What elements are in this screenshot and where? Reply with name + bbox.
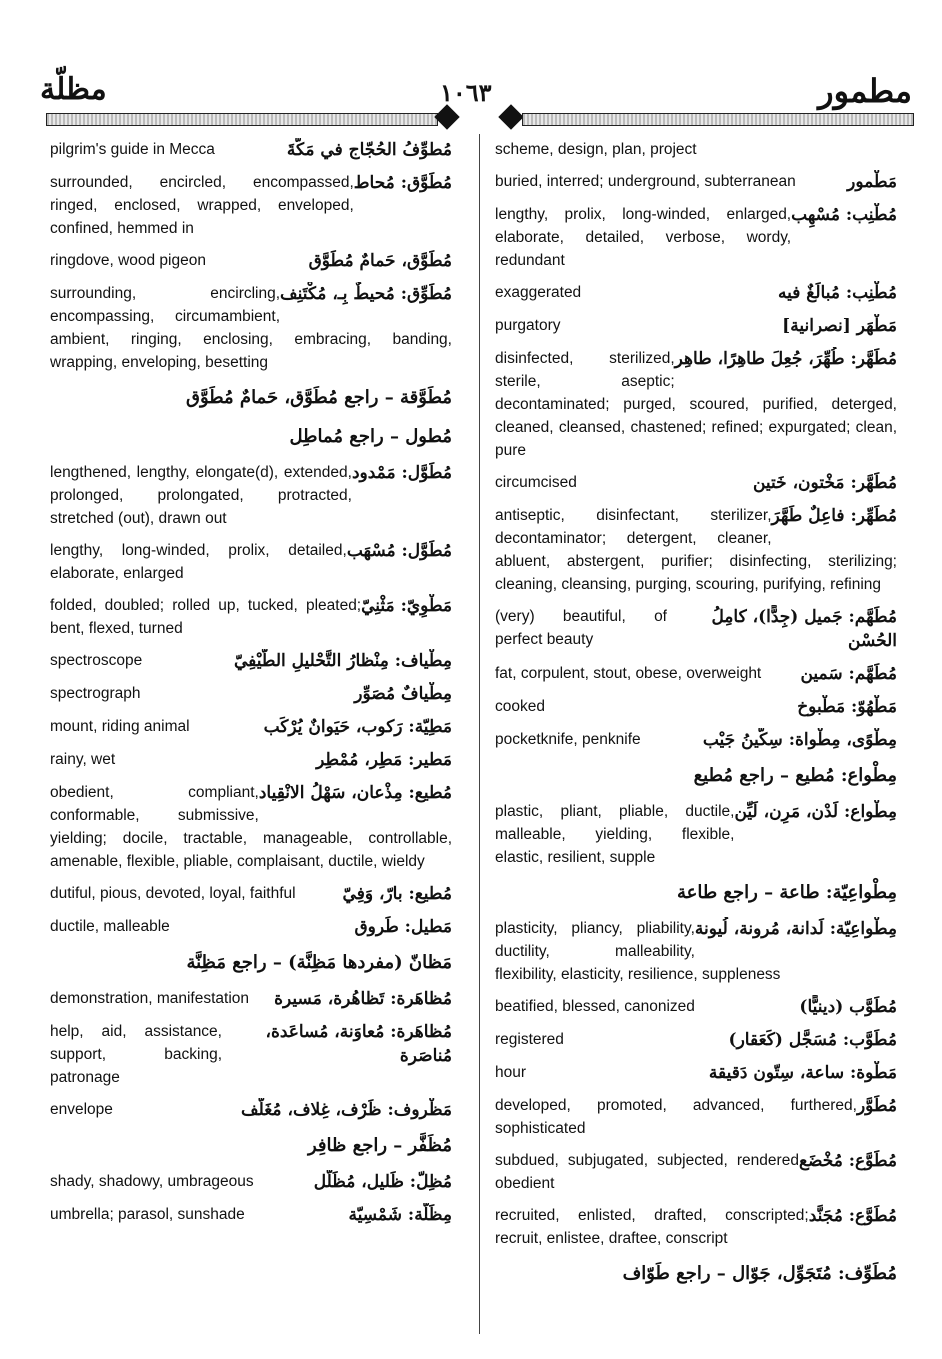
dictionary-entry — [495, 800, 897, 869]
entry-english-definition: plastic, pliant, pliable, ductile, malleable, yielding, flexible, elastic, resilient, supple — [495, 803, 735, 866]
page-number: ١٠٦٣ — [440, 78, 492, 107]
dictionary-entry — [50, 682, 452, 706]
column-divider — [479, 134, 480, 1334]
entry-arabic-term: مَظْروف: ظَرْف، غِلاف، مُغَلَّف — [241, 1100, 452, 1120]
entry-english-definition: demonstration, manifestation — [50, 990, 250, 1007]
entry-english-definition: purgatory — [495, 317, 561, 334]
entry-english-definition: recruited, enlisted, drafted, conscripted; recruit, enlistee, draftee, conscript — [495, 1207, 809, 1247]
entry-arabic-term: مُظاهَرة: مُعاوَنة، مُساعَدة، مُناصَرة — [265, 1022, 452, 1066]
entry-english-definition: exaggerated — [495, 284, 582, 301]
entry-arabic-term: مُطَوِّف: مُتَجَوِّل، جَوّال – راجع طَوّاف — [622, 1263, 897, 1284]
entry-arabic-term: مُطَهِّر: فاعِلٌ طَهَّرَ — [771, 506, 897, 526]
entry-english-definition: antiseptic, disinfectant, sterilizer, decontaminator; detergent, cleaner, abluent, abstergent, purifier; disinfecting, sterilizing; cleaning, cleansing, purging, scouring, purifying, refining — [495, 507, 897, 593]
header-rule-right — [522, 113, 914, 126]
entry-arabic-term: مُظاهَرة: تَظاهُرة، مَسيرة — [274, 989, 452, 1009]
dictionary-entry — [495, 314, 897, 338]
dictionary-entry — [495, 203, 897, 272]
entry-arabic-term: مُطَوَّب: مُسَجَّل (كَعَقار) — [728, 1030, 897, 1050]
entry-arabic-term: مُطوِّفُ الحُجّاج في مَكَّةَ — [286, 140, 452, 160]
entry-arabic-term: مُطْنِب: مُبالَغٌ فيه — [778, 283, 897, 303]
entry-arabic-term: مُطَوَّق: مُحاط — [353, 173, 452, 193]
entry-arabic-term: مُطَهَّر: طُهِّرَ، جُعِلَ طاهِرًا، طاهِر — [674, 349, 897, 369]
entry-arabic-term: مَطْمور — [847, 172, 897, 192]
dictionary-entry — [495, 1061, 897, 1085]
entry-arabic-term: مِطْيافٌ مُصَوِّر — [354, 684, 452, 704]
entry-english-definition: (very) beautiful, of perfect beauty — [495, 608, 667, 648]
entry-arabic-term: مُطَوَّقة – راجع مُطَوَّق، حَمامٌ مُطَوَّق — [185, 387, 452, 408]
dictionary-entry — [50, 249, 452, 273]
entry-english-definition: plasticity, pliancy, pliability, ductility, malleability, flexibility, elasticity, resilience, suppleness — [495, 920, 781, 983]
dictionary-entry — [50, 171, 452, 240]
dictionary-entry — [495, 1259, 897, 1289]
entry-english-definition: envelope — [50, 1101, 113, 1118]
entry-english-definition: folded, doubled; rolled up, tucked, pleated; bent, flexed, turned — [50, 597, 362, 637]
right-column — [495, 138, 897, 1298]
entry-english-definition: umbrella; parasol, sunshade — [50, 1206, 245, 1223]
entry-english-definition: fat, corpulent, stout, obese, overweight — [495, 665, 762, 682]
entry-english-definition: shady, shadowy, umbrageous — [50, 1173, 254, 1190]
entry-arabic-term: مَطْوة: ساعة، سِتّون دَقيقة — [708, 1063, 897, 1083]
entry-english-definition: rainy, wet — [50, 751, 116, 768]
entry-english-definition: ringdove, wood pigeon — [50, 252, 206, 269]
dictionary-entry — [50, 1098, 452, 1122]
entry-arabic-term: مَطْهُوّ: مَطْبوخ — [797, 697, 897, 717]
entry-arabic-term: مُطَوَّل: مُسْهَب — [346, 541, 452, 561]
entry-english-definition: scheme, design, plan, project — [495, 141, 697, 158]
entry-english-definition: pocketknife, penknife — [495, 731, 641, 748]
entry-arabic-term: مِطْياف: مِنْظارُ التَّحْليلِ الطَّيْفِيّ — [234, 651, 452, 671]
entry-english-definition: circumcised — [495, 474, 577, 491]
dictionary-entry — [495, 170, 897, 194]
entry-arabic-term: مِطْوًى، مِطْواة: سِكّينُ جَيْب — [702, 730, 897, 750]
entry-arabic-term: مِظَلّة: شَمْسِيّة — [348, 1205, 452, 1225]
entry-arabic-term: مُطَوَّع: مُخْضَع — [798, 1151, 897, 1171]
dictionary-entry — [50, 138, 452, 162]
entry-arabic-term: مُطَوَّع: مُجَنَّد — [808, 1206, 897, 1226]
entry-arabic-term: مُطَوِّق: مُحيطٌ بِـ، مُكْتَنِف — [280, 284, 452, 304]
dictionary-entry — [50, 1020, 452, 1089]
entry-english-definition: subdued, subjugated, subjected, rendered obedient — [495, 1152, 799, 1192]
dictionary-entry — [50, 987, 452, 1011]
dictionary-entry — [495, 138, 897, 161]
diamond-ornament-left-icon — [434, 104, 459, 129]
entry-english-definition: help, aid, assistance, support, backing, patronage — [50, 1023, 222, 1086]
entry-arabic-term: مَظانّ (مفردها مَظِنَّة) – راجع مَظِنَّة — [186, 952, 452, 973]
entry-english-definition: disinfected, sterilized, sterile, aseptic; decontaminated; purged, scoured, purified, deterged, cleaned, cleansed, chastened; refined; expurgated; clean, pure — [495, 350, 897, 459]
guide-word-left: مظلّة — [40, 72, 107, 107]
entry-english-definition: hour — [495, 1064, 527, 1081]
dictionary-entry — [495, 347, 897, 462]
entry-english-definition: cooked — [495, 698, 545, 715]
dictionary-entry — [495, 662, 897, 686]
dictionary-entry — [50, 422, 452, 452]
dictionary-entry — [50, 882, 452, 906]
entry-english-definition: lengthy, long-winded, prolix, detailed, elaborate, enlarged — [50, 542, 347, 582]
dictionary-entry — [495, 761, 897, 791]
entry-arabic-term: مُطَهَّم: جَميل (جِدًّا)، كامِلُ الحُسْن — [711, 607, 897, 651]
dictionary-entry — [495, 728, 897, 752]
entry-arabic-term: مُطَوَّق، حَمامٌ مُطَوَّق — [308, 251, 452, 271]
entry-arabic-term: مُطيع: بارّ، وَفِيّ — [342, 884, 452, 904]
entry-english-definition: mount, riding animal — [50, 718, 190, 735]
entry-english-definition: spectrograph — [50, 685, 141, 702]
entry-arabic-term: مِطْواع: مُطيع – راجع مُطيع — [693, 765, 897, 786]
dictionary-entry — [495, 471, 897, 495]
entry-english-definition: obedient, compliant, conformable, submissive, yielding; docile, tractable, manageable, controllable, amenable, flexible, pliable, complaisant, ductile, wieldy — [50, 784, 452, 870]
diamond-ornament-right-icon — [498, 104, 523, 129]
entry-arabic-term: مُطَوَّر — [856, 1096, 897, 1116]
page-header — [0, 0, 942, 140]
entry-english-definition: beatified, blessed, canonized — [495, 998, 695, 1015]
dictionary-entry — [50, 748, 452, 772]
guide-word-right: مطمور — [818, 72, 912, 110]
entry-english-definition: spectroscope — [50, 652, 143, 669]
dictionary-entry — [50, 282, 452, 374]
left-column — [50, 138, 452, 1236]
entry-english-definition: lengthened, lengthy, elongate(d), extended, prolonged, prolongated, protracted, stretched (out), drawn out — [50, 464, 352, 527]
dictionary-entry — [495, 1149, 897, 1195]
entry-arabic-term: مَطيل: طَروق — [354, 917, 452, 937]
entry-english-definition: surrounded, encircled, encompassed, ringed, enclosed, wrapped, enveloped, confined, hemmed in — [50, 174, 354, 237]
entry-english-definition: buried, interred; underground, subterranean — [495, 173, 796, 190]
dictionary-entry — [50, 781, 452, 873]
entry-arabic-term: مُطْنِب: مُسْهِب — [791, 205, 897, 225]
entry-english-definition: dutiful, pious, devoted, loyal, faithful — [50, 885, 296, 902]
dictionary-entry — [50, 715, 452, 739]
entry-arabic-term: مَطير: مَطِر، مُمْطِر — [316, 750, 452, 770]
dictionary-entry — [50, 649, 452, 673]
entry-english-definition: surrounding, encircling, encompassing, circumambient, ambient, ringing, enclosing, embracing, banding, wrapping, enveloping, besetting — [50, 285, 452, 371]
entry-english-definition: ductile, malleable — [50, 918, 170, 935]
dictionary-entry — [495, 1028, 897, 1052]
entry-arabic-term: مَطْهَر [نصرانية] — [782, 316, 897, 336]
entry-arabic-term: مُطول – راجع مُماطِل — [289, 426, 452, 447]
dictionary-entry — [495, 1204, 897, 1250]
entry-english-definition: developed, promoted, advanced, furthered, sophisticated — [495, 1097, 857, 1137]
dictionary-entry — [50, 915, 452, 939]
header-rule-left — [46, 113, 438, 126]
entry-arabic-term: مُطيع: مِذْعان، سَهْلُ الانْقِياد — [258, 783, 452, 803]
dictionary-entry — [50, 948, 452, 978]
entry-arabic-term: مُطَهَّم: سَمين — [800, 664, 897, 684]
dictionary-entry — [50, 1170, 452, 1194]
entry-arabic-term: مَطْوِيّ: مَثْنِيّ — [361, 596, 452, 616]
dictionary-entry — [50, 594, 452, 640]
dictionary-entry — [495, 605, 897, 653]
dictionary-entry — [495, 995, 897, 1019]
dictionary-entry — [495, 281, 897, 305]
dictionary-entry — [50, 1131, 452, 1161]
dictionary-entry — [50, 1203, 452, 1227]
dictionary-entry — [50, 461, 452, 530]
entry-arabic-term: مُظِلّ: ظَليل، مُظَلَّل — [313, 1172, 452, 1192]
dictionary-entry — [50, 383, 452, 413]
dictionary-entry — [495, 878, 897, 908]
entry-arabic-term: مِطْواعِيّة: طاعة – راجع طاعة — [676, 882, 897, 903]
entry-arabic-term: مِطْواع: لَدْن، مَرِن، لَيِّن — [734, 802, 897, 822]
entry-arabic-term: مُطَوَّب (دينيًّا) — [799, 997, 897, 1017]
dictionary-entry — [495, 695, 897, 719]
entry-arabic-term: مَطِيّة: رَكوب، حَيَوانٌ يُرْكَب — [263, 717, 452, 737]
dictionary-entry — [495, 504, 897, 596]
entry-english-definition: lengthy, prolix, long-winded, enlarged, elaborate, detailed, verbose, wordy, redundant — [495, 206, 792, 269]
entry-english-definition: pilgrim's guide in Mecca — [50, 141, 215, 158]
entry-arabic-term: مُطَوَّل: مَمْدود — [351, 463, 452, 483]
entry-english-definition: registered — [495, 1031, 564, 1048]
entry-arabic-term: مُظَفَّر – راجع ظافِر — [308, 1135, 452, 1156]
dictionary-entry — [495, 917, 897, 986]
entry-arabic-term: مِطْواعِيّة: لَدانة، مُرونة، لُيونة — [694, 919, 897, 939]
dictionary-entry — [495, 1094, 897, 1140]
dictionary-entry — [50, 539, 452, 585]
entry-arabic-term: مُطَهَّر: مَخْتون، خَتين — [752, 473, 897, 493]
